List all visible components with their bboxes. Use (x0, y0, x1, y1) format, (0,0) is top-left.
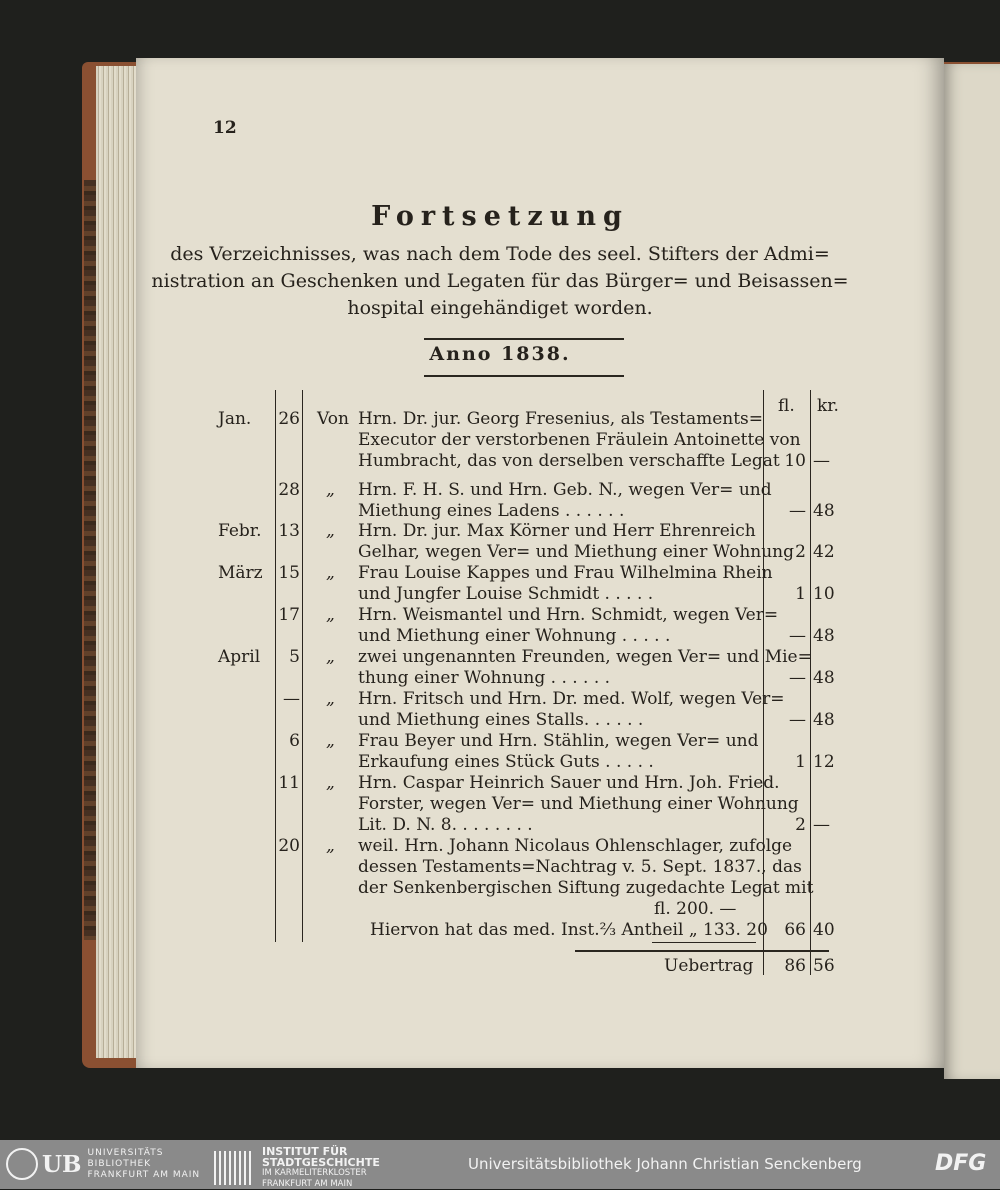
entry-day: 17 (278, 605, 300, 625)
entry-amount-kr: 48 (813, 668, 835, 688)
entry-text-line: und Miethung eines Stalls. . . . . . (358, 710, 644, 730)
entry-text-line: Gelhar, wegen Ver= und Miethung einer Wohnung (358, 542, 795, 562)
carry-over-kr: 56 (813, 956, 835, 976)
column-header-kr: kr. (817, 396, 839, 416)
entry-text-line: Lit. D. N. 8. . . . . . . . (358, 815, 533, 835)
entry-prefix: „ (326, 773, 335, 793)
entry-day: 20 (278, 836, 300, 856)
entry-amount-fl: 2 (795, 815, 806, 835)
entry-amount-kr: — (813, 451, 830, 471)
institute-logo[interactable] (214, 1146, 380, 1190)
entry-text-line: Hrn. Weismantel und Hrn. Schmidt, wegen Ver= (358, 605, 779, 625)
institute-pillars-icon (214, 1151, 252, 1185)
entry-day: 13 (278, 521, 300, 541)
entry-amount-kr: 12 (813, 752, 835, 772)
entry-prefix: „ (326, 731, 335, 751)
ub-mark: UB (42, 1150, 82, 1178)
entry-amount-fl: — (789, 501, 806, 521)
entry-text-line: Frau Beyer und Hrn. Stählin, wegen Ver= und (358, 731, 759, 751)
entry-amount-fl: — (789, 668, 806, 688)
entry-text-line: und Jungfer Louise Schmidt . . . . . (358, 584, 654, 604)
entry-month: März (218, 563, 263, 583)
entry-text-line: Hrn. Fritsch und Hrn. Dr. med. Wolf, wegen Ver= (358, 689, 785, 709)
subtotal-underline (652, 942, 756, 943)
footer-bar (0, 1140, 1000, 1189)
entry-text-line: zwei ungenannten Freunden, wegen Ver= und Mie= (358, 647, 812, 667)
subtitle-line-1: des Verzeichnisses, was nach dem Tode des seel. Stifters der Admi= (170, 243, 830, 265)
entry-prefix: Von (317, 409, 349, 429)
entry-text-line: Humbracht, das von derselben verschaffte Legat (358, 451, 780, 471)
ub-logo[interactable] (6, 1146, 200, 1182)
entry-text-line: und Miethung einer Wohnung . . . . . (358, 626, 671, 646)
entry-day: 26 (278, 409, 300, 429)
ub-name: UNIVERSITÄTS BIBLIOTHEK FRANKFURT AM MAIN (87, 1147, 201, 1180)
entry-text-line: dessen Testaments=Nachtrag v. 5. Sept. 1837., das (358, 857, 802, 877)
entry-amount-kr: 48 (813, 626, 835, 646)
entry-month: Febr. (218, 521, 262, 541)
entry-text-line: Frau Louise Kappes und Frau Wilhelmina Rhein (358, 563, 773, 583)
page-heading: Fortsetzung (371, 201, 629, 232)
dfg-logo[interactable]: DFG (935, 1151, 987, 1176)
year-rule-top (424, 338, 624, 340)
entry-prefix: „ (326, 836, 335, 856)
entry-day: 5 (289, 647, 300, 667)
entry-amount-kr: 48 (813, 501, 835, 521)
entry-amount-fl: 1 (795, 752, 806, 772)
entry-amount-kr: — (813, 815, 830, 835)
entry-prefix: „ (326, 647, 335, 667)
entry-day: 28 (278, 480, 300, 500)
entry-text-line: Erkaufung eines Stück Guts . . . . . (358, 752, 654, 772)
column-header-fl: fl. (778, 396, 795, 416)
carry-over-rule (575, 950, 829, 952)
entry-text-line: Forster, wegen Ver= und Miethung einer Wohnung (358, 794, 799, 814)
entry-text-line: fl. 200. — (654, 899, 737, 919)
subtitle-line-3: hospital eingehändiget worden. (347, 297, 653, 319)
entry-amount-kr: 42 (813, 542, 835, 562)
entry-text-line: Miethung eines Ladens . . . . . . (358, 501, 625, 521)
year-heading: Anno 1838. (429, 343, 571, 365)
entry-prefix: „ (326, 605, 335, 625)
entry-amount-kr: 10 (813, 584, 835, 604)
entry-amount-kr: 48 (813, 710, 835, 730)
entry-prefix: „ (326, 689, 335, 709)
entry-day: 6 (289, 731, 300, 751)
entry-text-line: der Senkenbergischen Siftung zugedachte Legat mit (358, 878, 814, 898)
entry-prefix: „ (326, 563, 335, 583)
library-name[interactable]: Universitätsbibliothek Johann Christian Senckenberg (468, 1155, 862, 1173)
entry-text-line: Hrn. Caspar Heinrich Sauer und Hrn. Joh. Fried. (358, 773, 780, 793)
entry-amount-fl: — (789, 626, 806, 646)
entry-text-line: Executor der verstorbenen Fräulein Antoinette von (358, 430, 801, 450)
institute-name: INSTITUT FÜR STADTGESCHICHTE IM KARMELITERKLOSTER FRANKFURT AM MAIN (262, 1145, 380, 1189)
entry-amount-fl: 1 (795, 584, 806, 604)
entry-amount-kr: 40 (813, 920, 835, 940)
year-rule-bottom (424, 375, 624, 377)
entry-text-line: Hrn. Dr. jur. Georg Fresenius, als Testaments= (358, 409, 764, 429)
seal-icon (6, 1148, 38, 1180)
entry-text-line: Hrn. F. H. S. und Hrn. Geb. N., wegen Ver= und (358, 480, 772, 500)
carry-over-fl: 86 (784, 956, 806, 976)
entry-day: — (283, 689, 300, 709)
entry-amount-fl: 66 (784, 920, 806, 940)
entry-text-line: Hiervon hat das med. Inst.⅔ Antheil „ 133. 20 (370, 920, 768, 940)
entry-day: 11 (278, 773, 300, 793)
carry-over-label: Uebertrag (664, 956, 754, 976)
entry-prefix: „ (326, 480, 335, 500)
day-column-rule-right (302, 390, 303, 942)
entry-text-line: weil. Hrn. Johann Nicolaus Ohlenschlager, zufolge (358, 836, 793, 856)
entry-day: 15 (278, 563, 300, 583)
entry-month: April (218, 647, 261, 667)
entry-amount-fl: 2 (795, 542, 806, 562)
subtitle-line-2: nistration an Geschenken und Legaten für das Bürger= und Beisassen= (151, 270, 849, 292)
entry-amount-fl: 10 (784, 451, 806, 471)
entry-month: Jan. (218, 409, 252, 429)
entry-text-line: thung einer Wohnung . . . . . . (358, 668, 611, 688)
entry-prefix: „ (326, 521, 335, 541)
entry-amount-fl: — (789, 710, 806, 730)
entry-text-line: Hrn. Dr. jur. Max Körner und Herr Ehrenreich (358, 521, 756, 541)
page-number: 12 (213, 118, 237, 138)
